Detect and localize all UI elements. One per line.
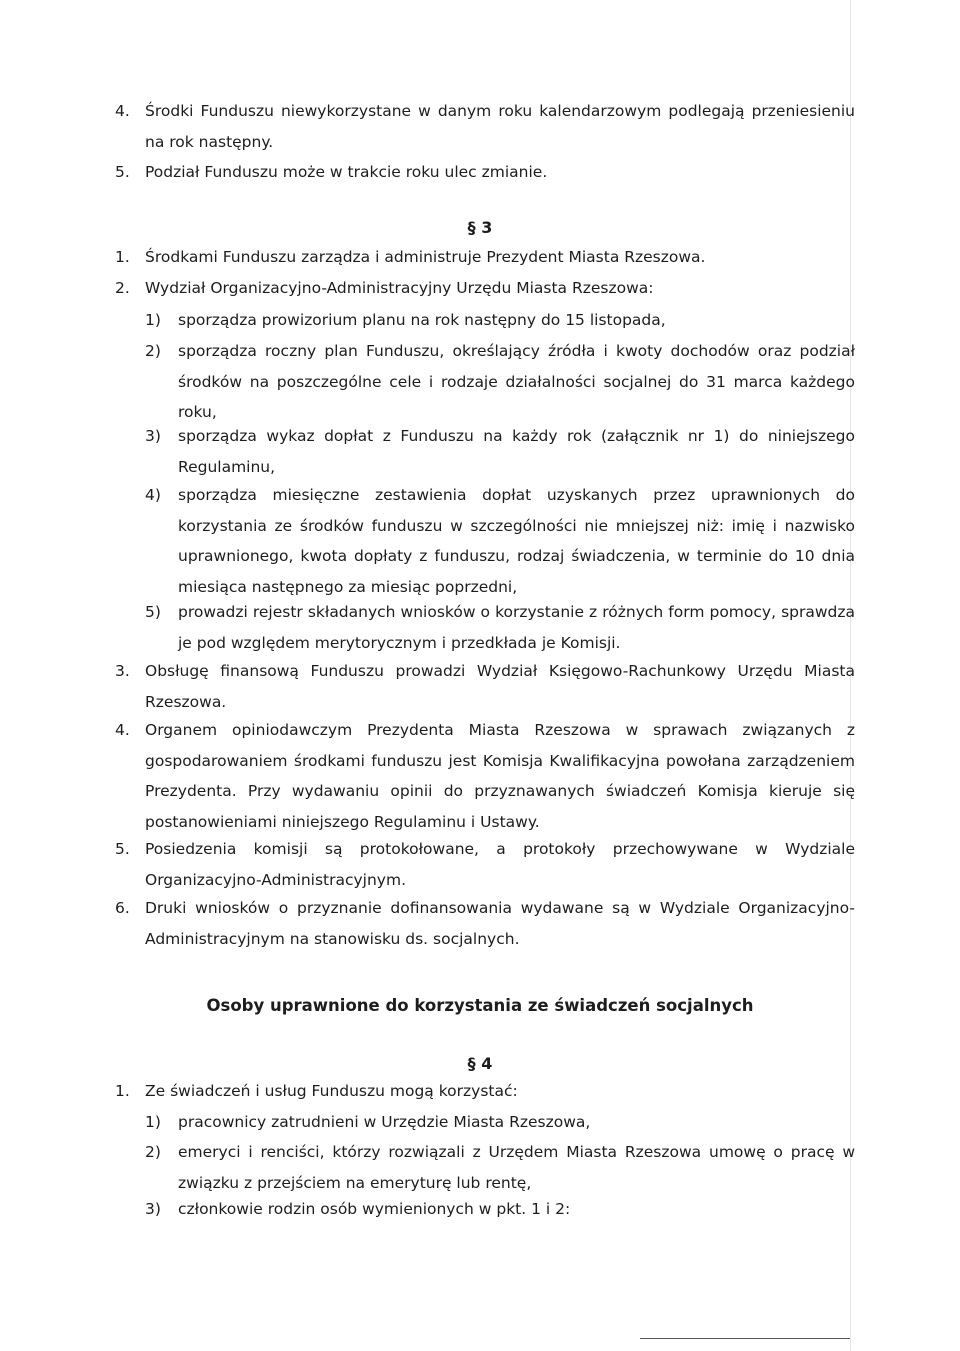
subitem-text: członkowie rodzin osób wymienionych w pkt. 1 i 2:	[178, 1200, 571, 1218]
subitem-number: 5)	[145, 603, 161, 621]
item-number: 1.	[115, 248, 130, 266]
item-number: 5.	[115, 840, 130, 858]
subitem-number: 4)	[145, 486, 161, 504]
subitem-number: 1)	[145, 1113, 161, 1131]
item-number: 1.	[115, 1082, 130, 1100]
s3-subitem-1	[145, 305, 855, 336]
s4-subitem-3	[145, 1194, 855, 1225]
item-number: 5.	[115, 163, 130, 181]
s3-subitem-2	[145, 336, 855, 428]
s3-item-6	[115, 893, 855, 954]
s3-subitem-3	[145, 421, 855, 482]
subitem-text: sporządza prowizorium planu na rok następny do 15 listopada,	[178, 311, 666, 329]
item-text: Obsługę finansową Funduszu prowadzi Wydział Księgowo-Rachunkowy Urzędu Miasta Rzeszowa.	[145, 662, 855, 711]
s3-subitem-5	[145, 597, 855, 658]
s3-item-5	[115, 834, 855, 895]
s3-subitem-4	[145, 480, 855, 602]
subitem-text: pracownicy zatrudnieni w Urzędzie Miasta Rzeszowa,	[178, 1113, 591, 1131]
bottom-rule	[640, 1338, 850, 1339]
subitem-number: 2)	[145, 1143, 161, 1161]
section-4-heading: § 4	[467, 1054, 493, 1073]
item-number: 6.	[115, 899, 130, 917]
item-text: Środkami Funduszu zarządza i administruje Prezydent Miasta Rzeszowa.	[145, 248, 706, 266]
item-text: Posiedzenia komisji są protokołowane, a protokoły przechowywane w Wydziale Organizacyjno-Administracyjnym.	[145, 840, 855, 889]
item-text: Ze świadczeń i usług Funduszu mogą korzystać:	[145, 1082, 518, 1100]
item-number: 3.	[115, 662, 130, 680]
item-number: 4.	[115, 721, 130, 739]
s4-subitem-2	[145, 1137, 855, 1198]
s3-item-3	[115, 656, 855, 717]
item-text: Wydział Organizacyjno-Administracyjny Urzędu Miasta Rzeszowa:	[145, 279, 654, 297]
subitem-text: prowadzi rejestr składanych wniosków o korzystanie z różnych form pomocy, sprawdza je pod względem merytorycznym i przedkłada je Komisji.	[178, 603, 855, 652]
section-3-heading: § 3	[467, 218, 493, 237]
s4-item-1	[115, 1076, 855, 1107]
subitem-number: 1)	[145, 311, 161, 329]
subitem-number: 3)	[145, 1200, 161, 1218]
s3-item-1	[115, 242, 855, 273]
s4-subitem-1	[145, 1107, 855, 1138]
subitem-number: 2)	[145, 342, 161, 360]
item-text: Druki wniosków o przyznanie dofinansowania wydawane są w Wydziale Organizacyjno-Administracyjnym na stanowisku ds. socjalnych.	[145, 899, 855, 948]
subitem-text: sporządza miesięczne zestawienia dopłat uzyskanych przez uprawnionych do korzystania ze środków funduszu w szczególności nie mniejszej niż: imię i nazwisko uprawnionego, kwota dopłaty z funduszu, rodzaj świadczenia, w terminie do 10 dnia miesiąca następnego za miesiąc poprzedni,	[178, 486, 855, 596]
section-heading: Osoby uprawnione do korzystania ze świadczeń socjalnych	[206, 996, 754, 1015]
item-number: 4.	[115, 102, 130, 120]
paragraph-4	[115, 96, 855, 157]
s3-item-4	[115, 715, 855, 837]
item-text: Środki Funduszu niewykorzystane w danym roku kalendarzowym podlegają przeniesieniu na rok następny.	[145, 102, 855, 151]
item-number: 2.	[115, 279, 130, 297]
s3-item-2	[115, 273, 855, 304]
item-text: Organem opiniodawczym Prezydenta Miasta Rzeszowa w sprawach związanych z gospodarowaniem środkami funduszu jest Komisja Kwalifikacyjna powołana zarządzeniem Prezydenta. Przy wydawaniu opinii do przyznawanych świadczeń Komisja kieruje się postanowieniami niniejszego Regulaminu i Ustawy.	[145, 721, 855, 831]
item-text: Podział Funduszu może w trakcie roku ulec zmianie.	[145, 163, 548, 181]
paragraph-5	[115, 157, 855, 188]
subitem-text: sporządza wykaz dopłat z Funduszu na każdy rok (załącznik nr 1) do niniejszego Regulaminu,	[178, 427, 855, 476]
subitem-text: emeryci i renciści, którzy rozwiązali z Urzędem Miasta Rzeszowa umowę o pracę w związku z przejściem na emeryturę lub rentę,	[178, 1143, 855, 1192]
subitem-number: 3)	[145, 427, 161, 445]
subitem-text: sporządza roczny plan Funduszu, określający źródła i kwoty dochodów oraz podział środków na poszczególne cele i rodzaje działalności socjalnej do 31 marca każdego roku,	[178, 342, 855, 421]
